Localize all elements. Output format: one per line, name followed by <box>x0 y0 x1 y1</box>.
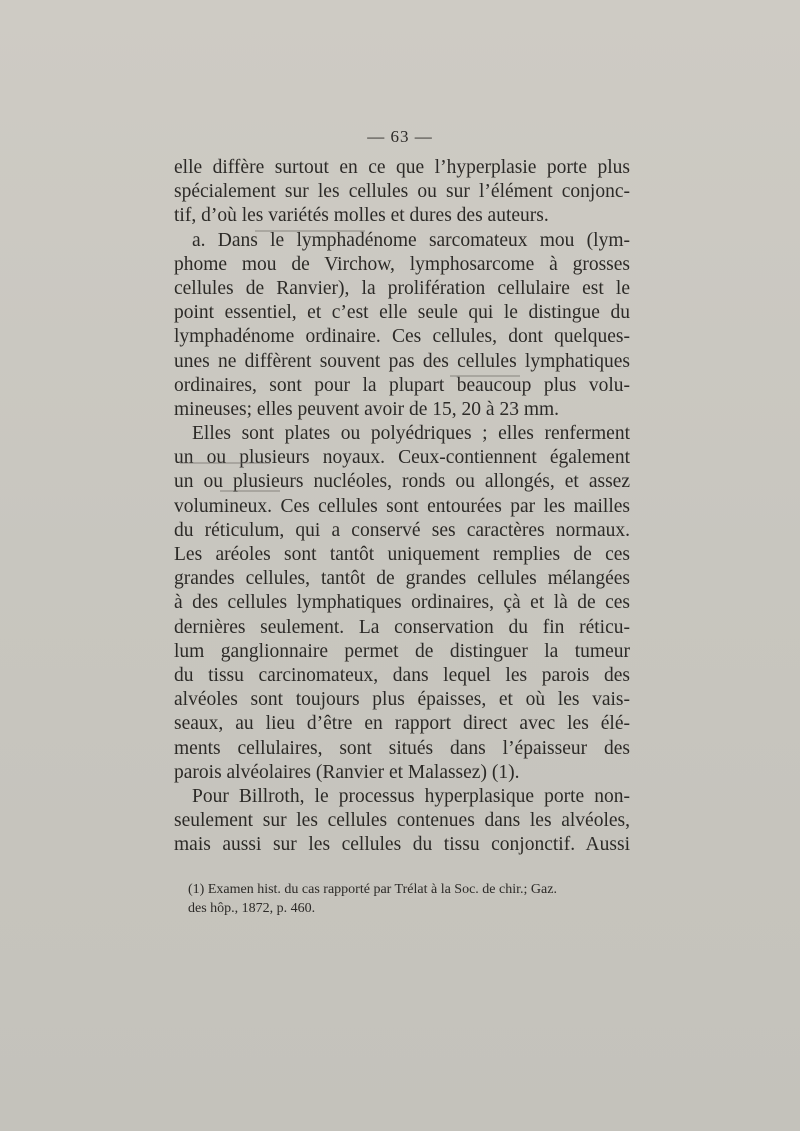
footnote <box>188 880 628 918</box>
body-line: Les aréoles sont tantôt uniquement remplies de ces <box>174 544 630 565</box>
body-line: unes ne diffèrent souvent pas des cellules lymphatiques <box>174 350 630 372</box>
body-line: point essentiel, et c’est elle seule qui le distingue du <box>174 302 630 324</box>
pencil-underline <box>180 462 270 464</box>
body-line: dernières seulement. La conservation du fin réticu- <box>174 616 630 638</box>
pencil-underline <box>255 230 365 232</box>
body-line: ments cellulaires, sont situés dans l’épaisseur des <box>174 737 630 759</box>
body-line: du tissu carcinomateux, dans lequel les parois des <box>174 664 630 686</box>
page-number: — 63 — <box>367 127 433 146</box>
body-line: seulement sur les cellules contenues dans les alvéoles, <box>174 810 630 832</box>
body-line: a. Dans le lymphadénome sarcomateux mou (lym- <box>192 229 630 251</box>
footnote-line: (1) Examen hist. du cas rapporté par Trélat à la Soc. de chir.; Gaz. <box>188 882 557 897</box>
body-line: spécialement sur les cellules ou sur l’élément conjonc- <box>174 181 630 203</box>
body-line: lymphadénome ordinaire. Ces cellules, dont quelques- <box>174 326 630 348</box>
body-line: à des cellules lymphatiques ordinaires, çà et là de ces <box>174 592 630 614</box>
body-line: mineuses; elles peuvent avoir de 15, 20 à 23 mm. <box>174 398 560 420</box>
footnote-line: des hôp., 1872, p. 460. <box>188 901 316 916</box>
body-line: un ou plusieurs nucléoles, ronds ou allongés, et assez <box>174 471 630 493</box>
body-line: lum ganglionnaire permet de distinguer la tumeur <box>174 640 630 662</box>
body-line: cellules de Ranvier), la prolifération cellulaire est le <box>174 277 630 299</box>
body-line: alvéoles sont toujours plus épaisses, et où les vais- <box>174 689 630 711</box>
body-line: parois alvéolaires (Ranvier et Malassez) (1). <box>174 761 520 783</box>
pencil-underline <box>450 375 520 377</box>
body-line: Elles sont plates ou polyédriques ; elles renferment <box>192 423 630 445</box>
body-line: seaux, au lieu d’être en rapport direct avec les élé- <box>174 713 630 735</box>
body-line: phome mou de Virchow, lymphosarcome à grosses <box>174 253 630 275</box>
body-line: tif, d’où les variétés molles et dures des auteurs. <box>174 205 549 227</box>
body-line: du réticulum, qui a conservé ses caractères normaux. <box>174 519 630 541</box>
body-line: un ou plusieurs noyaux. Ceux-contiennent également <box>174 447 630 469</box>
body-line: mais aussi sur les cellules du tissu conjonctif. Aussi <box>174 834 630 856</box>
body-line: volumineux. Ces cellules sont entourées par les mailles <box>174 495 630 517</box>
body-line: elle diffère surtout en ce que l’hyperplasie porte plus <box>174 157 630 178</box>
pencil-underline <box>220 490 280 492</box>
body-line: Pour Billroth, le processus hyperplasique porte non- <box>192 785 630 807</box>
body-text <box>174 156 630 857</box>
body-line: grandes cellules, tantôt de grandes cellules mélangées <box>174 568 630 590</box>
body-line: ordinaires, sont pour la plupart beaucoup plus volu- <box>174 374 630 396</box>
